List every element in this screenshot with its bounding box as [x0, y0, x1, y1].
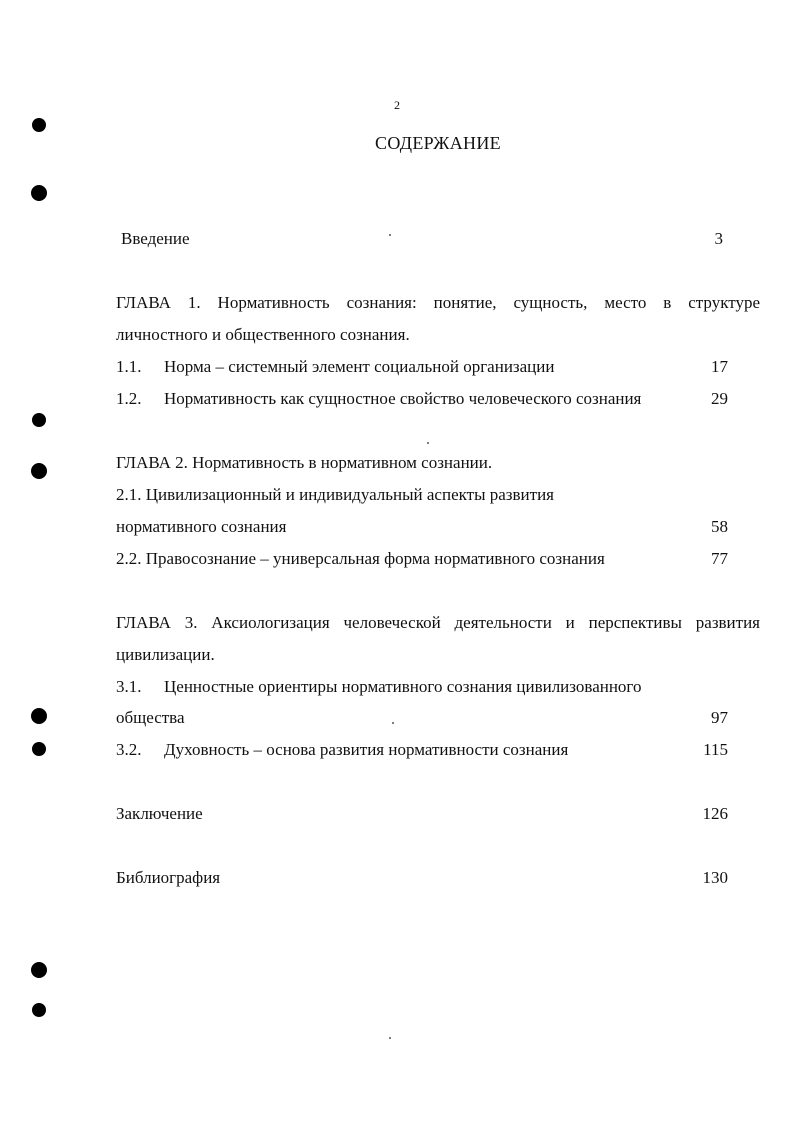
- toc-intro-page: 3: [714, 229, 723, 248]
- punch-hole: [32, 413, 46, 427]
- punch-hole: [32, 742, 46, 756]
- toc-chapter1-title-cont: личностного и общественного сознания.: [116, 325, 410, 344]
- toc-section-number: 3.2.: [116, 740, 142, 759]
- toc-section-number: 1.1.: [116, 357, 142, 376]
- punch-hole: [32, 118, 46, 132]
- toc-intro-label: Введение: [121, 229, 190, 248]
- toc-section-3-1-page: 97: [711, 708, 728, 727]
- toc-section-1-1-page: 17: [711, 357, 728, 376]
- toc-conclusion-page: 126: [702, 804, 728, 823]
- toc-section-2-1-page: 58: [711, 517, 728, 536]
- toc-section-number: 3.1.: [116, 677, 142, 696]
- toc-bibliography-label: Библиография: [116, 868, 221, 887]
- scan-speck: [389, 234, 391, 236]
- toc-section-3-1-label-cont: общества: [116, 708, 185, 727]
- toc-bibliography-page: 130: [702, 868, 728, 887]
- toc-chapter3-title-cont: цивилизации.: [116, 645, 215, 664]
- punch-hole: [31, 463, 47, 479]
- toc-section-3-2-label: Духовность – основа развития нормативности сознания: [164, 740, 569, 759]
- toc-chapter1-title: ГЛАВА 1. Нормативность сознания: понятие, сущность, место в структуре: [116, 293, 760, 312]
- toc-section-2-1-label-cont: нормативного сознания: [116, 517, 287, 536]
- toc-section-3-1-label: Ценностные ориентиры нормативного сознания цивилизованного: [164, 677, 642, 696]
- toc-section-2-1-label: 2.1. Цивилизационный и индивидуальный аспекты развития: [116, 485, 554, 504]
- toc-section-1-2-label: Нормативность как сущностное свойство человеческого сознания: [164, 389, 642, 408]
- toc-section-2-2-label: 2.2. Правосознание – универсальная форма нормативного сознания: [116, 549, 605, 568]
- toc-section-2-2-page: 77: [711, 549, 728, 568]
- punch-hole: [31, 962, 47, 978]
- toc-chapter2-title: ГЛАВА 2. Нормативность в нормативном сознании.: [116, 453, 493, 472]
- punch-hole: [32, 1003, 46, 1017]
- toc-section-1-1-label: Норма – системный элемент социальной организации: [164, 357, 555, 376]
- scan-speck: [427, 442, 429, 444]
- toc-section-number: 1.2.: [116, 389, 142, 408]
- scan-speck: [389, 1037, 391, 1039]
- punch-hole: [31, 708, 47, 724]
- scan-speck: [392, 722, 394, 724]
- toc-section-3-2-page: 115: [703, 740, 728, 759]
- toc-section-1-2-page: 29: [711, 389, 728, 408]
- toc-conclusion-label: Заключение: [116, 804, 203, 823]
- toc-chapter3-title: ГЛАВА 3. Аксиологизация человеческой деятельности и перспективы развития: [116, 613, 760, 632]
- page-title: СОДЕРЖАНИЕ: [375, 133, 501, 153]
- punch-hole: [31, 185, 47, 201]
- page-number: 2: [394, 98, 400, 112]
